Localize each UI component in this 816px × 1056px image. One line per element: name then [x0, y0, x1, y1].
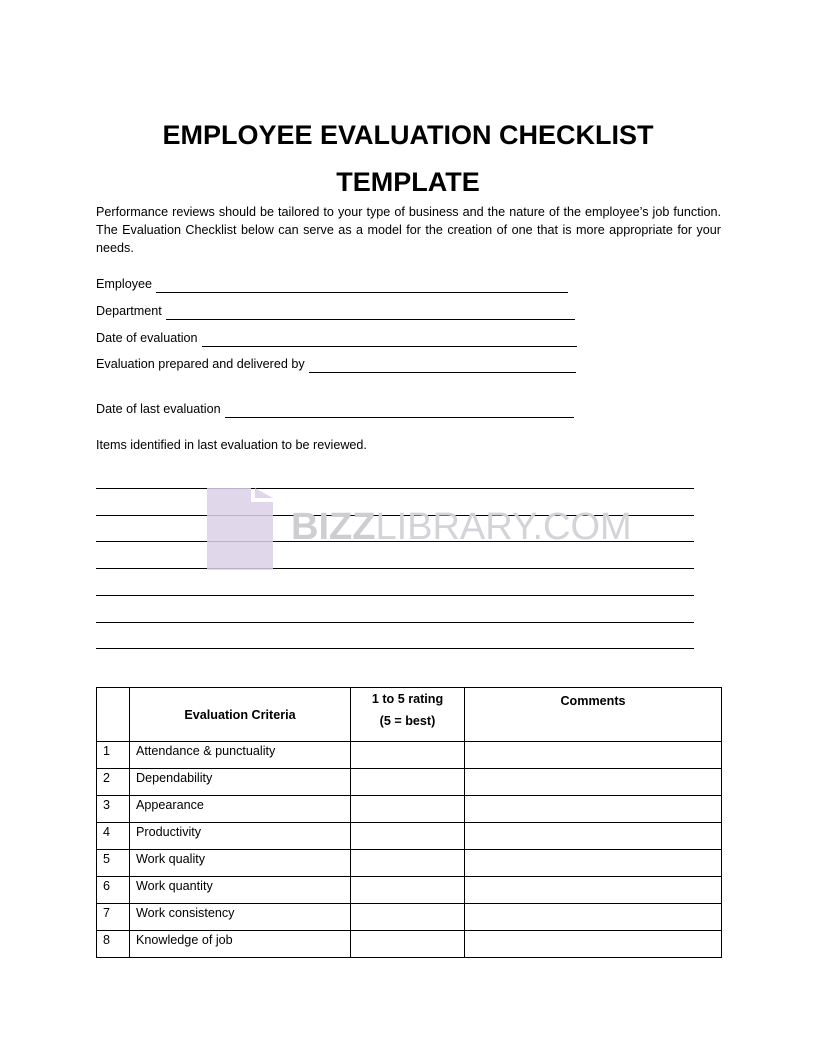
- prepared-by-field[interactable]: [96, 355, 576, 373]
- rating-cell[interactable]: [351, 850, 465, 877]
- prepared-by-label: Evaluation prepared and delivered by: [96, 357, 305, 371]
- title-line-2: TEMPLATE: [336, 167, 480, 197]
- row-criteria: Productivity: [130, 823, 351, 850]
- header-comments: Comments: [465, 688, 722, 742]
- row-number: 2: [97, 769, 130, 796]
- rating-cell[interactable]: [351, 823, 465, 850]
- rating-cell[interactable]: [351, 769, 465, 796]
- employee-line[interactable]: [156, 279, 568, 293]
- comments-cell[interactable]: [465, 877, 722, 904]
- row-criteria: Knowledge of job: [130, 931, 351, 958]
- review-line-5[interactable]: [96, 595, 694, 596]
- table-row: [97, 796, 722, 823]
- table-row: [97, 823, 722, 850]
- comments-cell[interactable]: [465, 823, 722, 850]
- comments-cell[interactable]: [465, 931, 722, 958]
- header-number: [97, 688, 130, 742]
- header-rating-line-2: (5 = best): [379, 714, 436, 728]
- header-rating: [351, 688, 465, 742]
- rating-cell[interactable]: [351, 904, 465, 931]
- prepared-by-line[interactable]: [309, 359, 576, 373]
- row-number: 6: [97, 877, 130, 904]
- table-row: [97, 931, 722, 958]
- row-criteria: Work quantity: [130, 877, 351, 904]
- title-line-1: EMPLOYEE EVALUATION CHECKLIST: [162, 120, 654, 150]
- row-criteria: Dependability: [130, 769, 351, 796]
- row-criteria: Appearance: [130, 796, 351, 823]
- intro-paragraph: Performance reviews should be tailored to your type of business and the nature of the employee’s job function. The Evaluation Checklist below can serve as a model for the creation of one that is more appropriate for your needs.: [96, 205, 721, 255]
- date-of-evaluation-field[interactable]: [96, 329, 577, 347]
- comments-cell[interactable]: [465, 850, 722, 877]
- table-row: [97, 769, 722, 796]
- comments-cell[interactable]: [465, 769, 722, 796]
- row-criteria: Work consistency: [130, 904, 351, 931]
- table-row: [97, 877, 722, 904]
- document-title: [96, 112, 720, 206]
- department-field[interactable]: [96, 302, 575, 320]
- employee-label: Employee: [96, 277, 153, 291]
- table-header-row: [97, 688, 722, 742]
- date-of-last-evaluation-label: Date of last evaluation: [96, 402, 221, 416]
- row-number: 8: [97, 931, 130, 958]
- rating-cell[interactable]: [351, 931, 465, 958]
- rating-cell[interactable]: [351, 796, 465, 823]
- evaluation-table: [96, 687, 722, 958]
- row-criteria: Work quality: [130, 850, 351, 877]
- date-of-last-evaluation-line[interactable]: [225, 404, 574, 418]
- row-number: 7: [97, 904, 130, 931]
- rating-cell[interactable]: [351, 742, 465, 769]
- department-line[interactable]: [166, 306, 575, 320]
- review-line-7[interactable]: [96, 648, 694, 649]
- date-of-evaluation-line[interactable]: [202, 333, 577, 347]
- header-rating-line-1: 1 to 5 rating: [371, 692, 444, 706]
- header-criteria: Evaluation Criteria: [130, 688, 351, 742]
- row-number: 3: [97, 796, 130, 823]
- table-row: [97, 904, 722, 931]
- employee-field[interactable]: [96, 275, 568, 293]
- comments-cell[interactable]: [465, 742, 722, 769]
- watermark-light: LIBRARY.COM: [375, 506, 632, 548]
- row-number: 4: [97, 823, 130, 850]
- date-of-evaluation-label: Date of evaluation: [96, 331, 198, 345]
- row-number: 5: [97, 850, 130, 877]
- watermark: [207, 488, 632, 570]
- review-line-6[interactable]: [96, 622, 694, 623]
- row-criteria: Attendance & punctuality: [130, 742, 351, 769]
- date-of-last-evaluation-field[interactable]: [96, 400, 574, 418]
- row-number: 1: [97, 742, 130, 769]
- watermark-text: [291, 502, 632, 552]
- rating-cell[interactable]: [351, 877, 465, 904]
- document-logo-icon: [207, 488, 277, 570]
- watermark-bold: BIZZ: [291, 506, 376, 548]
- comments-cell[interactable]: [465, 904, 722, 931]
- review-items-label: Items identified in last evaluation to be reviewed.: [96, 438, 367, 452]
- department-label: Department: [96, 304, 162, 318]
- table-row: [97, 850, 722, 877]
- table-row: [97, 742, 722, 769]
- comments-cell[interactable]: [465, 796, 722, 823]
